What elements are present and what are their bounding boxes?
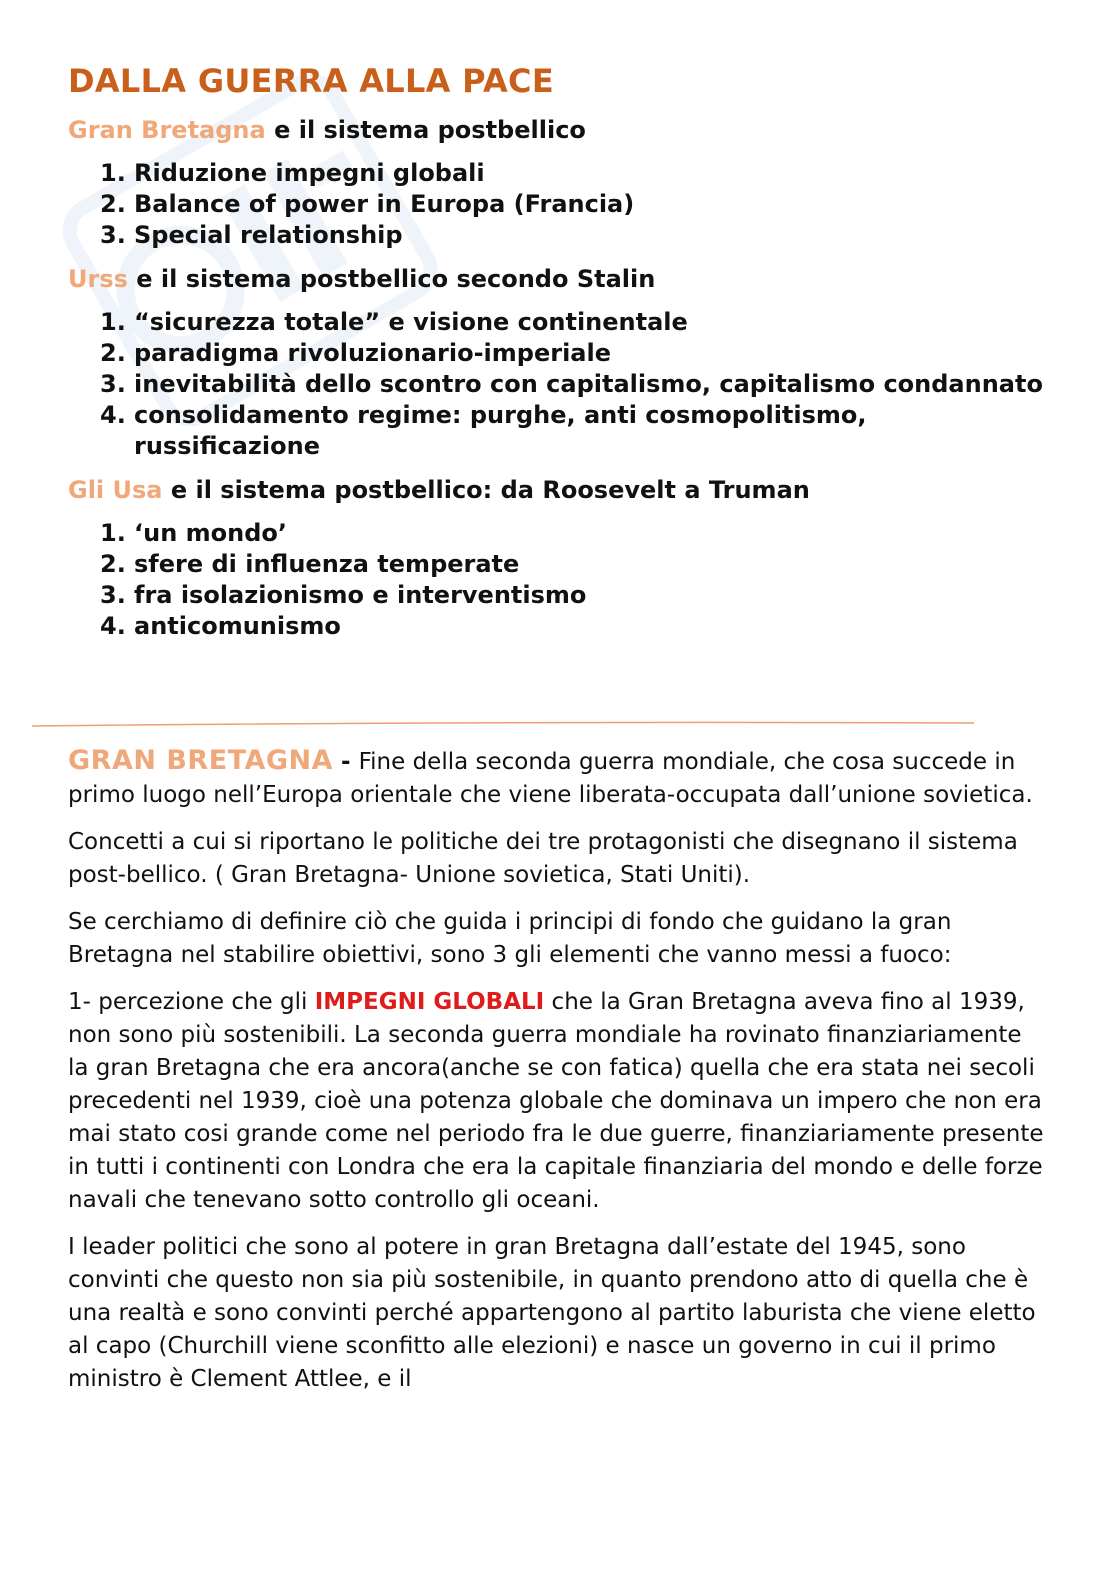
list-item: 1. “sicurezza totale” e visione continentale <box>100 308 688 336</box>
section-heading-urss <box>68 265 1048 293</box>
document-title: DALLA GUERRA ALLA PACE <box>68 62 554 100</box>
list-item: 3. inevitabilità dello scontro con capitalismo, capitalismo condannato <box>100 370 1043 398</box>
list-item: 1. ‘un mondo’ <box>100 519 288 547</box>
gb-heading: GRAN BRETAGNA <box>68 745 334 776</box>
section-list-urss <box>68 307 1048 462</box>
section-heading-gran-bretagna <box>68 116 1048 144</box>
section-heading-usa <box>68 476 1048 504</box>
section-list-gran-bretagna <box>68 158 1048 251</box>
list-item: 1. Riduzione impegni globali <box>100 159 485 187</box>
list-item: 3. Special relationship <box>100 221 403 249</box>
section-accent: Gran Bretagna <box>68 116 266 144</box>
section-rest: e il sistema postbellico secondo Stalin <box>136 265 656 293</box>
paragraph: GRAN BRETAGNA - Fine della seconda guerra mondiale, che cosa succede in primo luogo nell’Europa orientale che viene liberata-occupata dall’unione sovietica. <box>68 745 1033 808</box>
list-item: 2. paradigma rivoluzionario-imperiale <box>100 339 611 367</box>
list-item: 4. anticomunismo <box>100 612 341 640</box>
highlight-impegni-globali: IMPEGNI GLOBALI <box>314 989 545 1015</box>
section-list-usa <box>68 518 1048 642</box>
section-divider <box>32 720 974 730</box>
section-rest: e il sistema postbellico: da Roosevelt a Truman <box>170 476 810 504</box>
document-header <box>68 62 1048 656</box>
section-rest: e il sistema postbellico <box>274 116 586 144</box>
list-item: 3. fra isolazionismo e interventismo <box>100 581 587 609</box>
paragraph: I leader politici che sono al potere in gran Bretagna dall’estate del 1945, sono convinti che questo non sia più sostenibile, in quanto prendono atto di quella che è una realtà e sono convinti perché appartengono al partito laburista che viene eletto al capo (Churchill viene sconfitto alle elezioni) e nasce un governo in cui il primo ministro è Clement Attlee, e il <box>68 1234 1036 1392</box>
section-accent: Gli Usa <box>68 476 163 504</box>
gb-dash: - <box>333 749 359 775</box>
paragraph: Se cerchiamo di definire ciò che guida i principi di fondo che guidano la gran Bretagna nel stabilire obiettivi, sono 3 gli elementi che vanno messi a fuoco: <box>68 909 952 968</box>
list-item: 2. Balance of power in Europa (Francia) <box>100 190 635 218</box>
section-accent: Urss <box>68 265 128 293</box>
body-text <box>68 744 1048 1410</box>
paragraph: Concetti a cui si riportano le politiche dei tre protagonisti che disegnano il sistema post-bellico. ( Gran Bretagna- Unione sovietica, Stati Uniti). <box>68 829 1018 888</box>
list-item: 4. consolidamento regime: purghe, anti cosmopolitismo, russificazione <box>100 401 867 460</box>
paragraph: 1- percezione che gli IMPEGNI GLOBALI che la Gran Bretagna aveva fino al 1939, non sono più sostenibili. La seconda guerra mondiale ha rovinato finanziariamente la gran Bretagna che era ancora(anche se con fatica) quella che era stata nei secoli precedenti nel 1939, cioè una potenza globale che dominava un impero che non era mai stato cosi grande come nel periodo fra le due guerre, finanziariamente presente in tutti i continenti con Londra che era la capitale finanziaria del mondo e delle forze navali che tenevano sotto controllo gli oceani. <box>68 989 1044 1213</box>
list-item: 2. sfere di influenza temperate <box>100 550 520 578</box>
